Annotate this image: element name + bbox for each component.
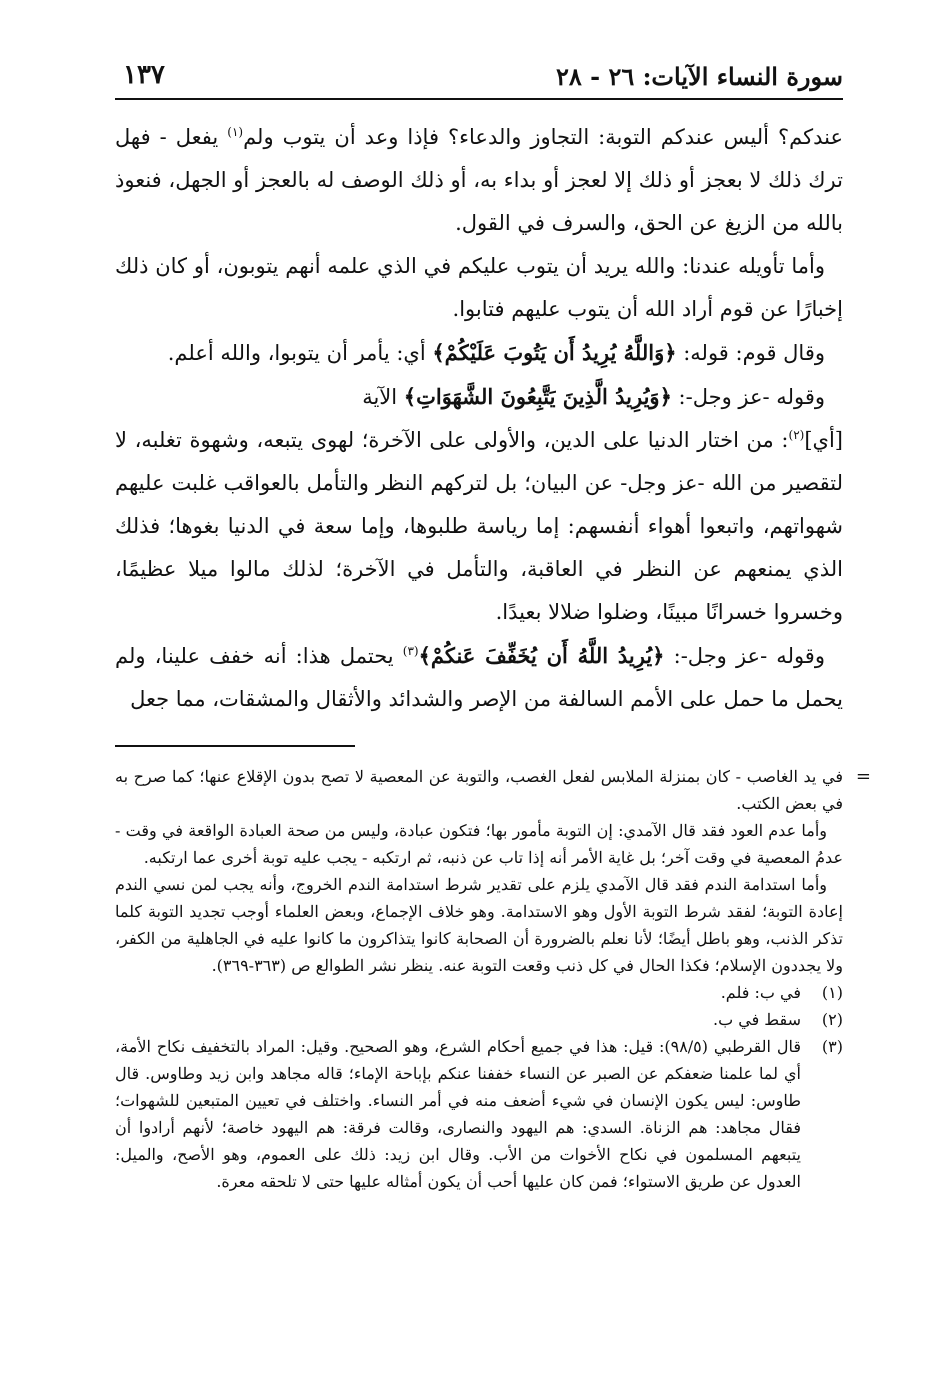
quran-verse: ﴿وَيُرِيدُ الَّذِينَ يَتَّبِعُونَ الشَّهَوَاتِ﴾ [403, 384, 672, 409]
paragraph-1: عندكم؟ أليس عندكم التوبة: التجاوز والدعاء؟ فإذا وعد أن يتوب ولم$^{(١)}$ يفعل - فهل ترك ذلك لا بعجز أو ذلك إلا لعجز أو بداء به، أو ذلك الوصف له بالعجز أو الجهل، فنعوذ بالله من الزيغ عن الحق، والسرف في القول. [115, 125, 844, 235]
main-text [115, 116, 843, 721]
paragraph-6: وقوله -عز وجل-: ﴿يُرِيدُ اللَّهُ أَن يُخَفِّفَ عَنكُمْ﴾$^{(٣)}$ يحتمل هذا: أنه خفف علينا، ولم يحمل ما حمل على الأمم السالفة من الإصر والشدائد والأثقال والمشقات، مما جعل [115, 643, 843, 711]
quran-verse: ﴿وَاللَّهُ يُرِيدُ أَن يَتُوبَ عَلَيْكُمْ﴾ [432, 340, 677, 365]
footnote-number: (١) [821, 983, 843, 1002]
footnotes-section [115, 763, 871, 1195]
paragraph-5: [أي]$^{(٢)}$: من اختار الدنيا على الدين، والأولى على الآخرة؛ لهوى يتبعه، وشهوة تغلبه، لا لتقصير من الله -عز وجل- عن البيان؛ بل لتركهم النظر والتأمل بالعواقب غلبت عليهم شهواتهم، واتبعوا أهواء أنفسهم: إما رياسة طلبوها، وإما سعة في الدنيا بغوها؛ فذلك الذي يمنعهم عن النظر في العاقبة، والتأمل في الآخرة؛ لذلك مالوا ميلا عظيمًا، وخسروا خسرانًا مبينًا، وضلوا ضلالا بعيدًا. [115, 428, 843, 624]
footnote-text: سقط في ب. [713, 1010, 801, 1029]
footnote-separator [115, 745, 355, 747]
footnote-number: (٣) [821, 1037, 843, 1056]
paragraph-2: وأما تأويله عندنا: والله يريد أن يتوب عليكم في الذي علمه أنهم يتوبون، أو كان ذلك إخبارًا عن قوم أراد الله أن يتوب عليهم فتابوا. [115, 254, 843, 321]
footnote-separator-wrap [115, 721, 843, 763]
running-title: سورة النساء الآيات: ٢٦ - ٢٨ [555, 62, 843, 91]
footnote-ref-2[interactable]: (٢) [788, 428, 805, 442]
note-continuation-2: وأما عدم العود فقد قال الآمدي: إن التوبة مأمور بها؛ فتكون عبادة، وليس من صحة العبادة الواقعة في وقت - عدمُ المعصية في وقت آخر؛ بل غاية الأمر أنه إذا تاب عن ذنبه، ثم ارتكبه - يجب عليه توبة أخرى عما ارتكبه. [115, 821, 843, 867]
quran-verse: ﴿يُرِيدُ اللَّهُ أَن يُخَفِّفَ عَنكُمْ﴾ [418, 643, 665, 668]
continuation-mark: = [855, 766, 871, 787]
footnote-ref-3[interactable]: (٣) [402, 644, 419, 658]
footnote-3 [115, 1033, 843, 1195]
paragraph-3: وقال قوم: قوله: ﴿وَاللَّهُ يُرِيدُ أَن يَتُوبَ عَلَيْكُمْ﴾ أي: يأمر أن يتوبوا، والله أعلم. [167, 340, 825, 365]
footnote-number: (٢) [821, 1010, 843, 1029]
footnote-1 [115, 979, 843, 1006]
book-page [115, 58, 871, 1358]
paragraph-4: وقوله -عز وجل-: ﴿وَيُرِيدُ الَّذِينَ يَتَّبِعُونَ الشَّهَوَاتِ﴾ الآية [362, 384, 825, 409]
note-continuation-1: في يد الغاصب - كان بمنزلة الملابس لفعل الغصب، والتوبة عن المعصية لا تصح بدون الإقلاع عنها؛ كما صرح به في بعض الكتب. [115, 767, 843, 813]
note-continuation-3: وأما استدامة الندم فقد قال الآمدي يلزم على تقدير شرط استدامة الندم الخروج، وأنه يجب لمن نسي الندم إعادة التوبة؛ لفقد شرط التوبة الأول وهو الاستدامة. وهو خلاف الإجماع، وبعض العلماء أوجب تجديد التوبة كلما تذكر الذنب، وهو باطل أيضًا؛ لأنا نعلم بالضرورة أن الصحابة كانوا يتذاكرون ما كانوا عليه في الجاهلية من الكفر، ولا يجددون الإسلام؛ فكذا الحال في كل ذنب وقعت التوبة عنه. ينظر نشر الطوالع ص (٣٦٣-٣٦٩). [115, 875, 843, 975]
footnote-text: قال القرطبي (٩٨/٥): قيل: هذا في جميع أحكام الشرع، وهو الصحيح. وقيل: المراد بالتخفيف نكاح الأمة، أي لما علمنا ضعفكم عن الصبر عن النساء خففنا عنكم بإباحة الإماء؛ قاله مجاهد وابن زيد وطاوس. قال طاوس: ليس يكون الإنسان في شيء أضعف منه في أمر النساء. واختلف في تعيين المتبعين للشهوات؛ فقال مجاهد: هم الزناة. السدي: هم اليهود والنصارى، وقالت فرقة: هم اليهود خاصة؛ لأنهم أرادوا أن يتبعهم المسلمون في نكاح الأخوات من الأب. وقال ابن زيد: ذلك على العموم، وهو الأصح، والميل: العدول عن طريق الاستواء؛ فمن كان عليها أحب أن يكون أمثاله عليها حتى لا تلحقه معرة. [115, 1037, 802, 1191]
footnote-ref-1[interactable]: (١) [227, 125, 244, 139]
footnote-text: في ب: فلم. [720, 983, 801, 1002]
page-number: ١٣٧ [123, 60, 165, 90]
page-header [115, 58, 843, 100]
footnote-2 [115, 1006, 843, 1033]
